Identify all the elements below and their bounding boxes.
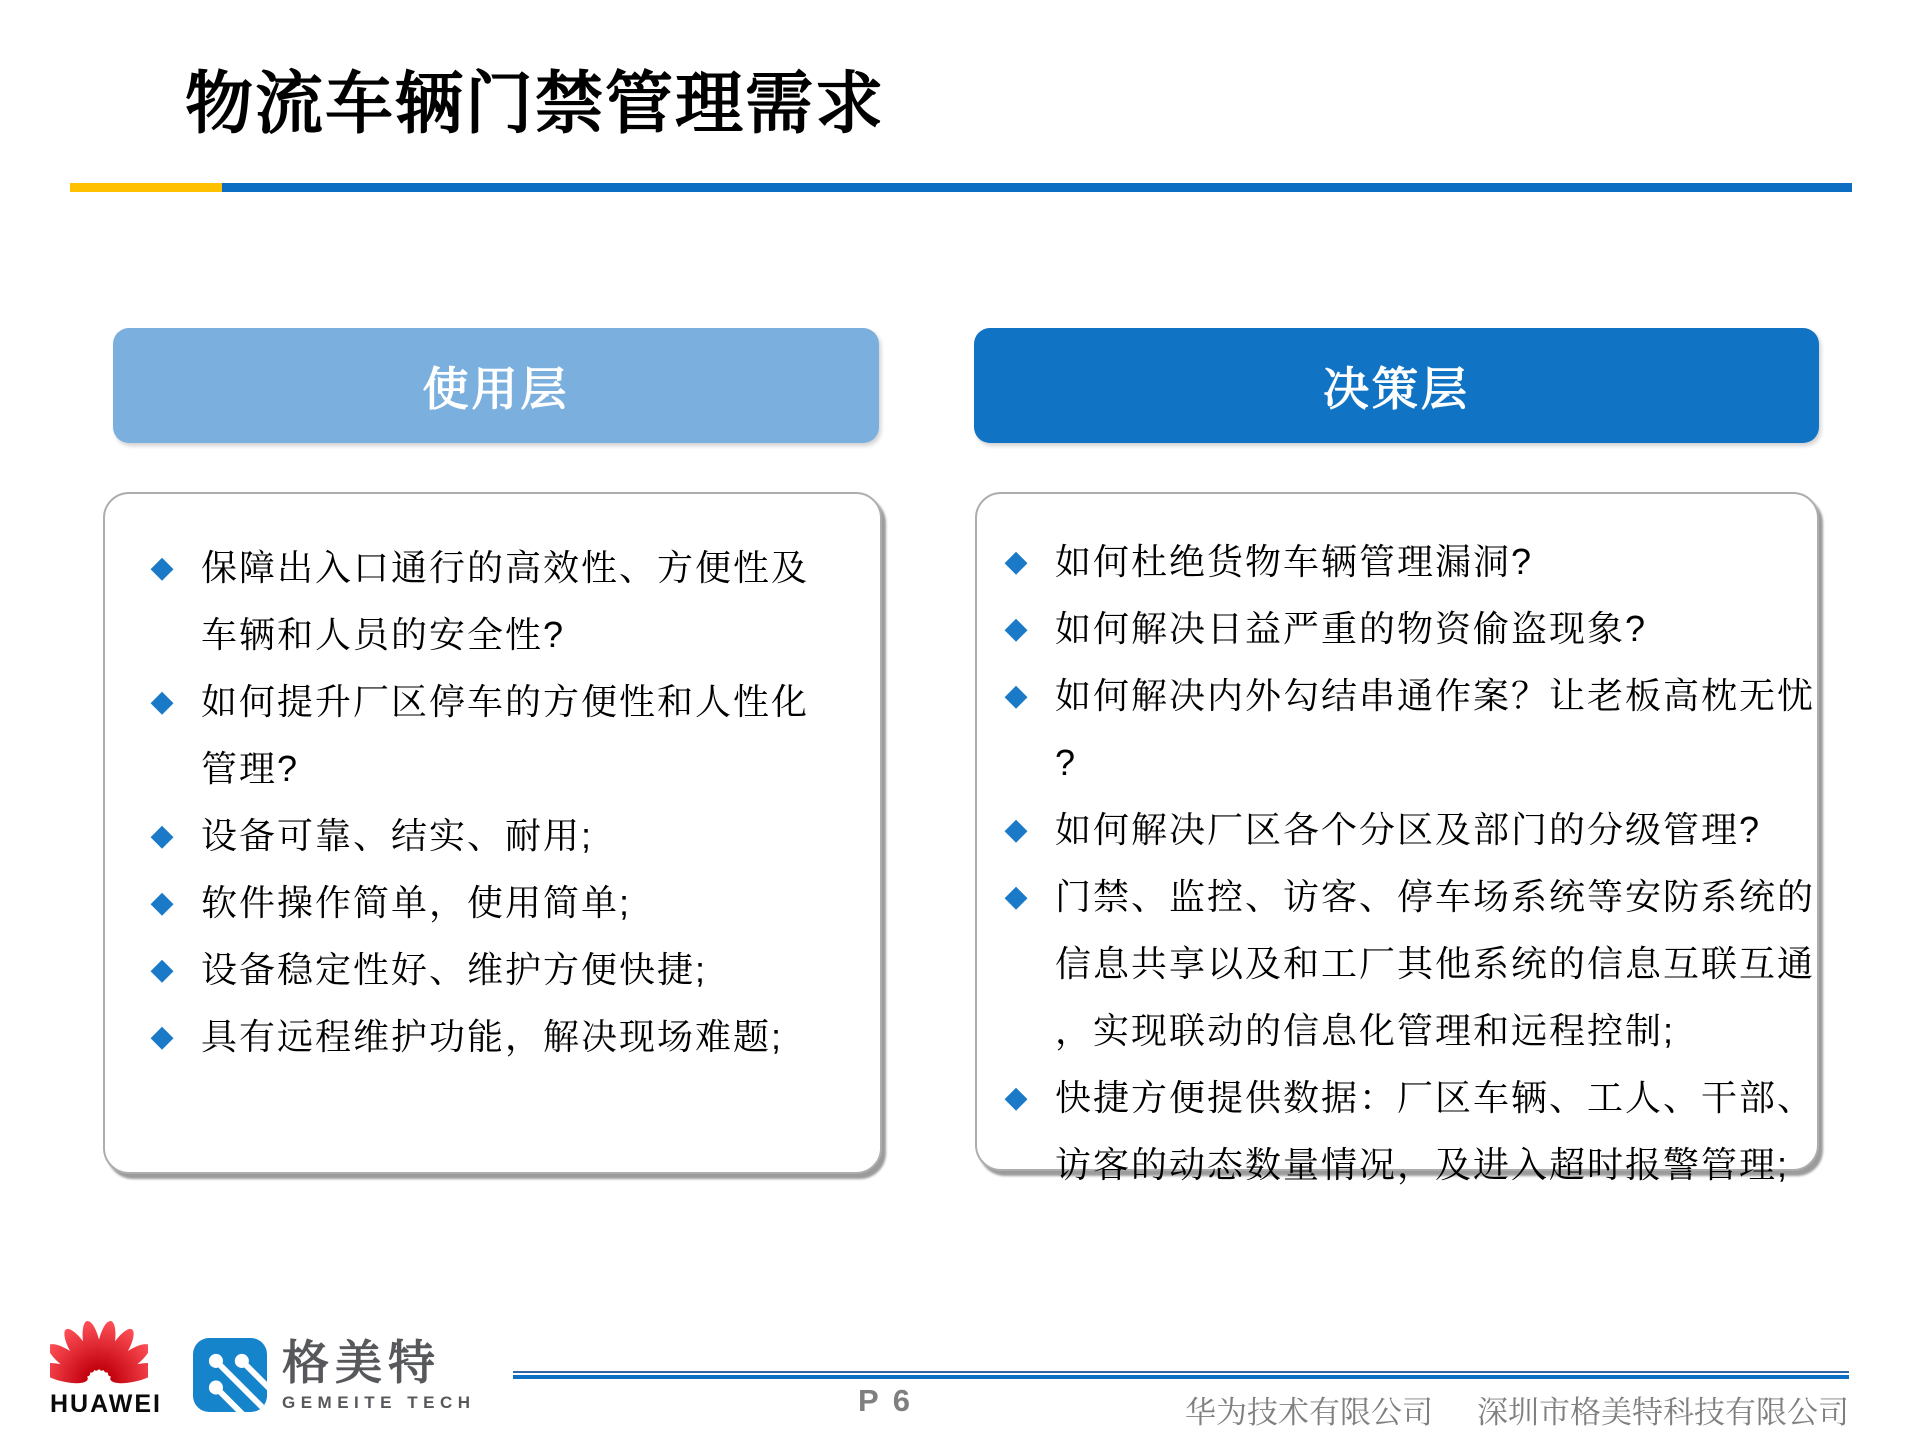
decision-layer-header bbox=[974, 328, 1819, 443]
diamond-bullet-icon: ◆ bbox=[150, 819, 174, 852]
diamond-bullet-icon: ◆ bbox=[1004, 679, 1028, 712]
list-item bbox=[999, 528, 1817, 595]
list-item-text: 门禁、监控、访客、停车场系统等安防系统的信息共享以及和工厂其他系统的信息互联互通，实现联动的信息化管理和远程控制; bbox=[1055, 876, 1816, 1051]
list-item-text: 设备稳定性好、维护方便快捷; bbox=[201, 949, 708, 990]
list-item bbox=[999, 1064, 1817, 1198]
list-item-text: 快捷方便提供数据：厂区车辆、工人、干部、访客的动态数量情况，及进入超时报警管理; bbox=[1055, 1077, 1816, 1185]
list-item bbox=[145, 802, 831, 869]
list-item-text: 软件操作简单，使用简单; bbox=[201, 882, 632, 923]
diamond-bullet-icon: ◆ bbox=[150, 886, 174, 919]
footer-divider bbox=[513, 1371, 1849, 1379]
divider-yellow-segment bbox=[70, 183, 222, 192]
decision-layer-header-label: 决策层 bbox=[1323, 362, 1470, 415]
usage-layer-panel bbox=[103, 492, 882, 1174]
list-item bbox=[999, 662, 1817, 796]
gemeite-logo bbox=[193, 1338, 476, 1413]
diamond-bullet-icon: ◆ bbox=[150, 685, 174, 718]
footer-divider-thin-line bbox=[513, 1371, 1849, 1373]
footer-companies bbox=[1185, 1387, 1849, 1432]
company-gemeite: 深圳市格美特科技有限公司 bbox=[1477, 1395, 1849, 1430]
list-item-text: 具有远程维护功能，解决现场难题; bbox=[201, 1016, 784, 1057]
diamond-bullet-icon: ◆ bbox=[1004, 545, 1028, 578]
gemeite-logo-en-label: GEMEITE TECH bbox=[282, 1393, 476, 1412]
diamond-bullet-icon: ◆ bbox=[150, 1020, 174, 1053]
list-item-text: 保障出入口通行的高效性、方便性及车辆和人员的安全性? bbox=[201, 547, 810, 655]
list-item bbox=[145, 1003, 831, 1070]
list-item bbox=[145, 534, 831, 668]
list-item bbox=[999, 863, 1817, 1064]
list-item-text: 设备可靠、结实、耐用; bbox=[201, 815, 594, 856]
page-number: P 6 bbox=[858, 1383, 913, 1418]
list-item bbox=[999, 595, 1817, 662]
decision-layer-panel bbox=[975, 492, 1819, 1185]
list-item-text: 如何解决内外勾结串通作案？让老板高枕无忧? bbox=[1055, 675, 1816, 783]
company-huawei: 华为技术有限公司 bbox=[1185, 1395, 1433, 1430]
usage-layer-list bbox=[105, 494, 880, 1070]
diamond-bullet-icon: ◆ bbox=[1004, 880, 1028, 913]
diamond-bullet-icon: ◆ bbox=[150, 953, 174, 986]
list-item bbox=[999, 796, 1817, 863]
gemeite-circuit-icon bbox=[193, 1338, 267, 1412]
list-item-text: 如何解决日益严重的物资偷盗现象? bbox=[1055, 608, 1648, 649]
usage-layer-header-label: 使用层 bbox=[422, 362, 570, 415]
decision-layer-list bbox=[977, 494, 1817, 1198]
diamond-bullet-icon: ◆ bbox=[150, 551, 174, 584]
list-item-text: 如何提升厂区停车的方便性和人性化管理? bbox=[201, 681, 810, 789]
page-title: 物流车辆门禁管理需求 bbox=[185, 66, 886, 142]
huawei-flower-icon bbox=[50, 1316, 148, 1384]
list-item-text: 如何解决厂区各个分区及部门的分级管理? bbox=[1055, 809, 1762, 850]
list-item-text: 如何杜绝货物车辆管理漏洞? bbox=[1055, 541, 1534, 582]
gemeite-logo-cn-label: 格美特 bbox=[282, 1336, 441, 1389]
footer-divider-thick-line bbox=[513, 1375, 1849, 1379]
diamond-bullet-icon: ◆ bbox=[1004, 612, 1028, 645]
diamond-bullet-icon: ◆ bbox=[1004, 813, 1028, 846]
divider-blue-segment bbox=[222, 183, 1852, 192]
title-divider bbox=[70, 183, 1852, 192]
usage-layer-header bbox=[113, 328, 879, 443]
huawei-logo-label: HUAWEI bbox=[50, 1390, 162, 1418]
diamond-bullet-icon: ◆ bbox=[1004, 1081, 1028, 1114]
huawei-logo bbox=[50, 1316, 162, 1419]
list-item bbox=[145, 936, 831, 1003]
list-item bbox=[145, 869, 831, 936]
list-item bbox=[145, 668, 831, 802]
